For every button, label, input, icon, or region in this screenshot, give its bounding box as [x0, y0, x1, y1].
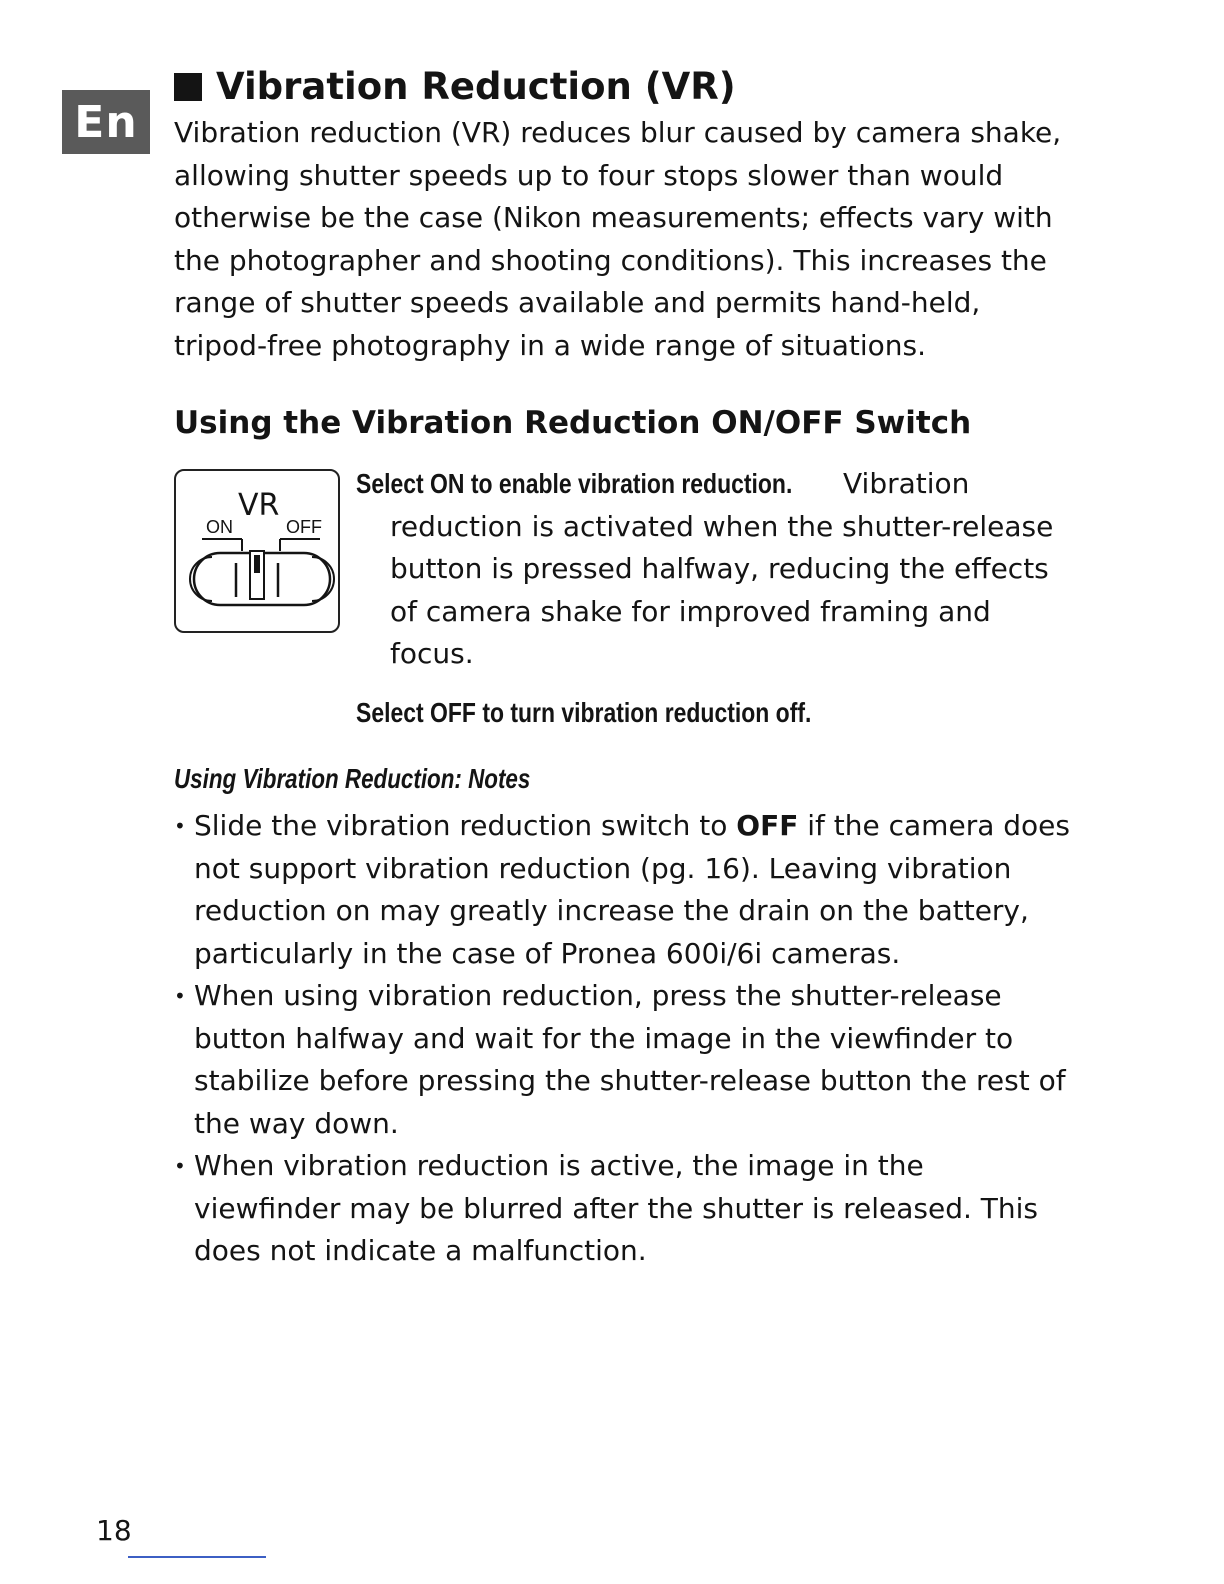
notes-list — [174, 805, 1074, 1273]
note-item: • When using vibration reduction, press the shutter-release button halfway and wait for the image in the viewfinder to stabilize before pressing the shutter-release button the rest of the way down. — [174, 975, 1074, 1145]
section-title-text: Vibration Reduction (VR) — [216, 65, 736, 108]
switch-block — [174, 463, 1074, 728]
note-text: Slide the vibration reduction switch to — [194, 809, 737, 842]
page-content — [174, 62, 1074, 1273]
on-instruction-rest-first: Vibration — [843, 467, 970, 500]
on-instruction-lead: Select ON to enable vibration reduction. — [356, 468, 793, 499]
section-title — [174, 62, 1074, 112]
on-instruction-rest: reduction is activated when the shutter-release button is pressed halfway, reducing the effects of camera shake for improved framing and focus. — [390, 509, 1054, 670]
on-instruction — [356, 463, 1076, 676]
note-text: if the camera does not support vibration reduction (pg. 16). Leaving vibration reduction on may greatly increase the drain on the battery, particularly in the case of Pronea 600i/6i cameras. — [194, 809, 1070, 970]
language-tab: En — [62, 90, 150, 154]
section-body: Vibration reduction (VR) reduces blur caused by camera shake, allowing shutter speeds up to four stops slower than would otherwise be the case (Nikon measurements; effects vary with the photographer and shooting conditions). This increases the range of shutter speeds available and permits hand-held, tripod-free photography in a wide range of situations. — [174, 116, 1062, 362]
note-bold: OFF — [736, 809, 799, 842]
vr-switch-icon — [176, 471, 342, 635]
notes-heading: Using Vibration Reduction: Notes — [174, 763, 531, 794]
note-item: • When vibration reduction is active, the image in the viewfinder may be blurred after the shutter is released. This does not indicate a malfunction. — [174, 1145, 1074, 1273]
footer-rule — [128, 1556, 266, 1558]
off-instruction: Select OFF to turn vibration reduction off. — [356, 697, 812, 728]
switch-heading: Using the Vibration Reduction ON/OFF Switch — [174, 405, 972, 441]
page-number: 18 — [96, 1514, 132, 1547]
note-item — [174, 805, 1074, 975]
vr-label: VR — [238, 488, 280, 523]
on-label: ON — [206, 517, 233, 537]
square-bullet-icon — [174, 73, 202, 101]
off-label: OFF — [286, 517, 322, 537]
vr-switch-illustration — [174, 469, 340, 633]
